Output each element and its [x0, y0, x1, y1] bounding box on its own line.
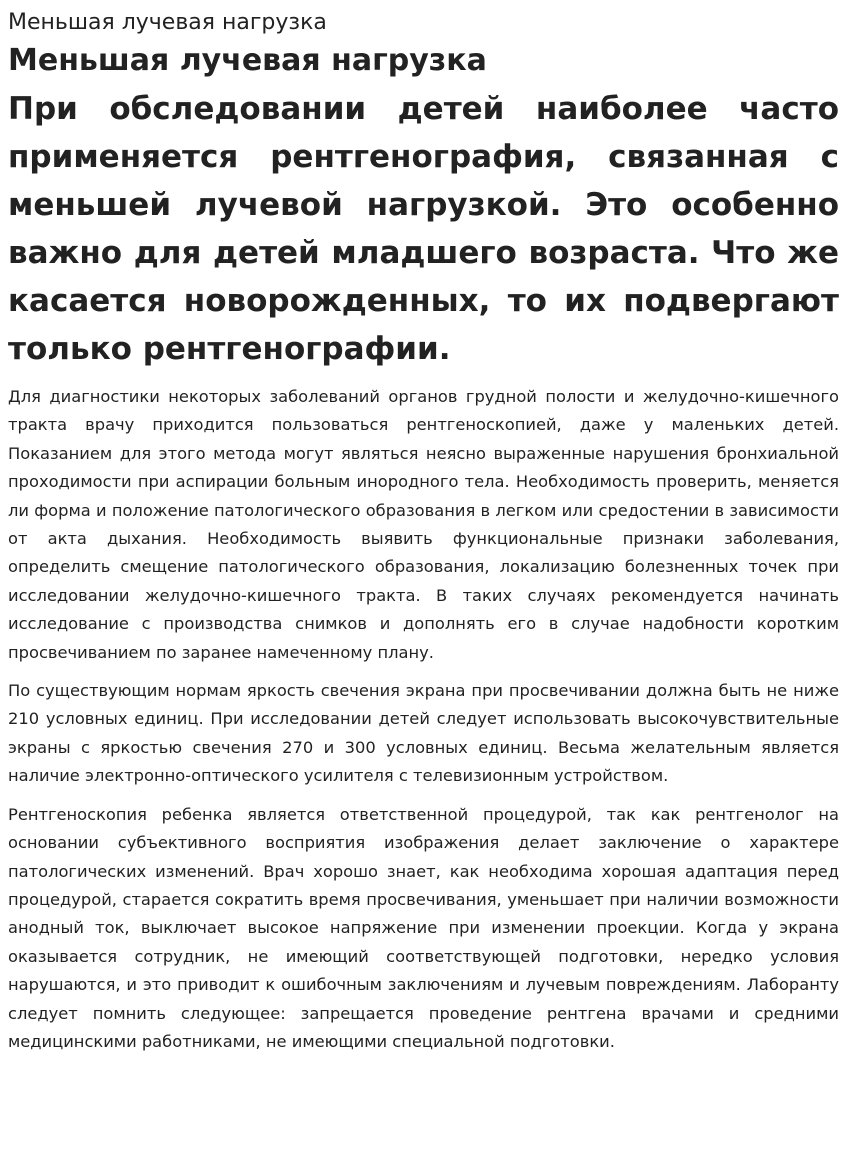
body-paragraph: По существующим нормам яркость свечения экрана при просвечивании должна быть не ниже 210 условных единиц. При исследовании детей следует использовать высокочувствительные экраны с яркостью свечения 270 и 300 условных единиц. Весьма желательным является наличие электронно-оптического усилителя с телевизионным устройством.	[8, 681, 839, 786]
lead-paragraph: При обследовании детей наиболее часто применяется рентгенография, связанная с меньшей лучевой нагрузкой. Это особенно важно для детей младшего возраста. Что же касается новорожденных, то их подвергают только рентгенографии.	[8, 91, 839, 367]
page-title: Меньшая лучевая нагрузка	[8, 10, 327, 35]
body-paragraph: Рентгеноскопия ребенка является ответственной процедурой, так как рентгенолог на основании субъективного восприятия изображения делает заключение о характере патологических изменений. Врач хорошо знает, как необходима хорошая адаптация перед процедурой, старается сократить время просвечивания, уменьшает при наличии возможности анодный ток, выключает высокое напряжение при изменении проекции. Когда у экрана оказывается сотрудник, не имеющий соответствующей подготовки, нередко условия нарушаются, и это приводит к ошибочным заключениям и лучевым повреждениям. Лаборанту следует помнить следующее: запрещается проведение рентгена врачами и средними медицинскими работниками, не имеющими специальной подготовки.	[8, 804, 839, 1051]
body-paragraph: Для диагностики некоторых заболеваний органов грудной полости и желудочно-кишечного тракта врачу приходится пользоваться рентгеноскопией, даже у маленьких детей. Показанием для этого метода могут являться неясно выраженные нарушения бронхиальной проходимости при аспирации больным инородного тела. Необходимость проверить, меняется ли форма и положение патологического образования в легком или средостении в зависимости от акта дыхания. Необходимость выявить функциональные признаки заболевания, определить смещение патологического образования, локализацию болезненных точек при исследовании желудочно-кишечного тракта. В таких случаях рекомендуется начинать исследование с производства снимков и дополнять его в случае надобности коротким просвечиванием по заранее намеченному плану.	[8, 387, 839, 662]
article-heading: Меньшая лучевая нагрузка	[8, 43, 487, 78]
